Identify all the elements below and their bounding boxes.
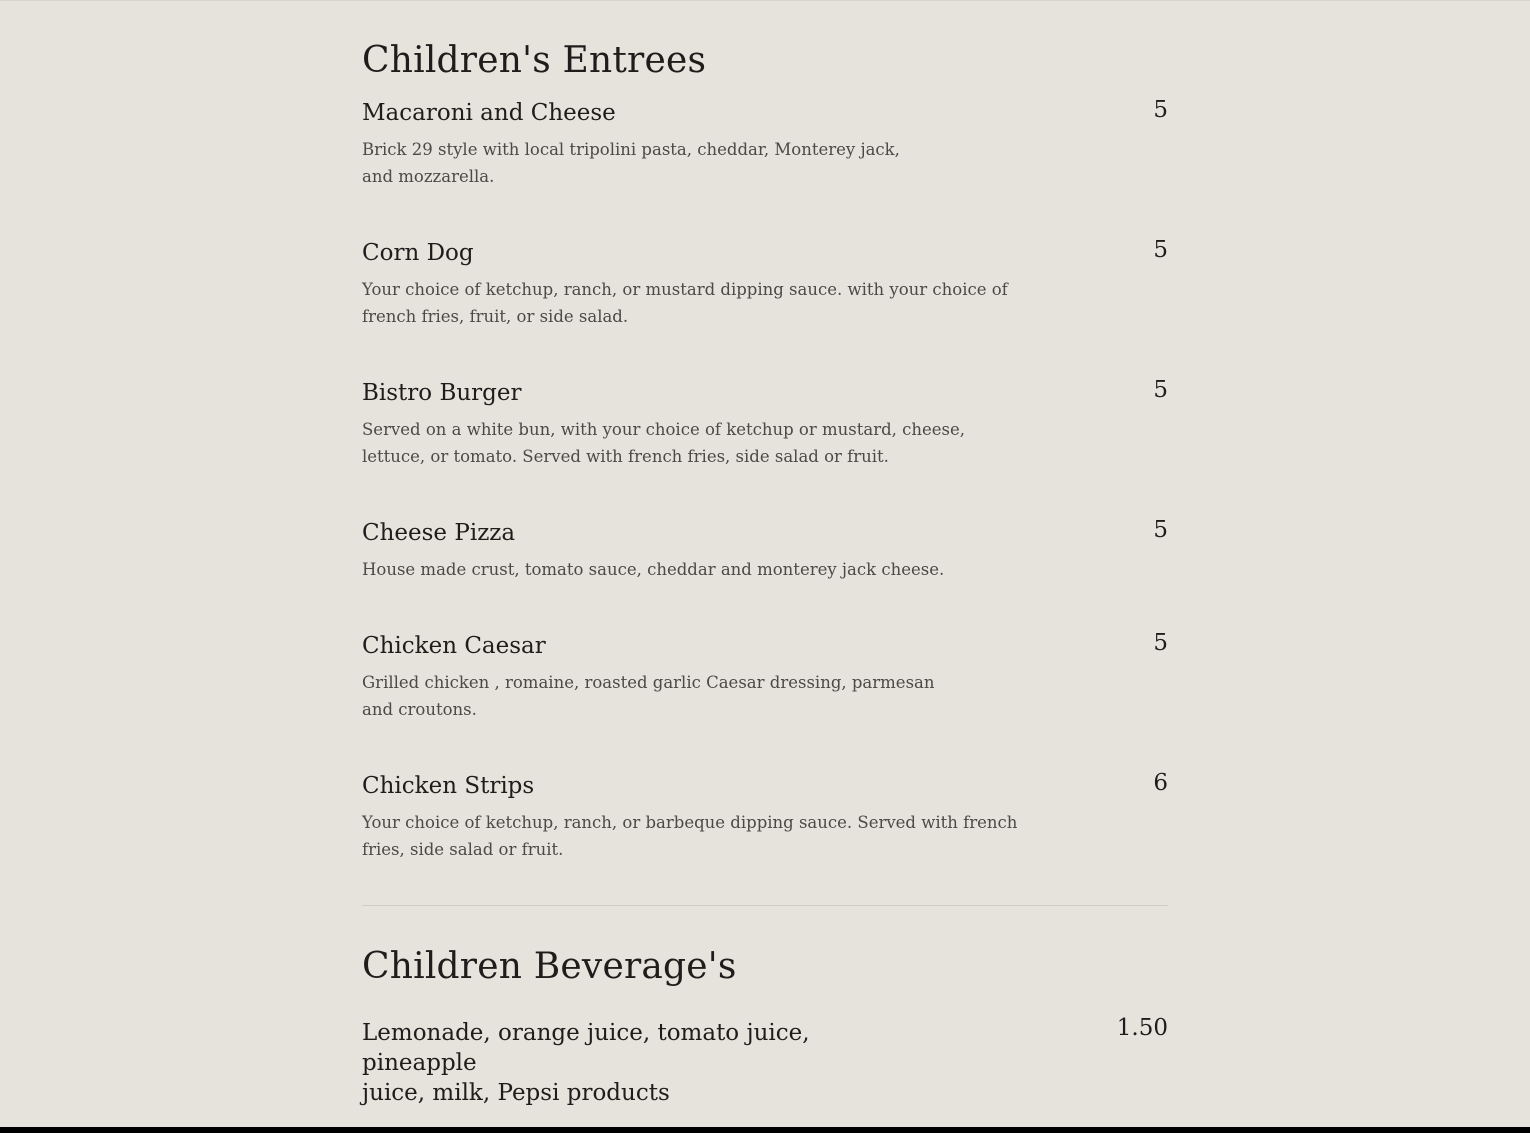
item-price: 5: [1153, 97, 1168, 123]
menu-item-cheese-pizza: [362, 518, 1168, 631]
section-title-entrees: Children's Entrees: [362, 40, 707, 81]
menu-item-chicken-caesar: [362, 631, 1168, 771]
item-name: Chicken Strips: [362, 773, 535, 799]
children-beverages-section: [362, 944, 1168, 1108]
menu-item-macaroni-and-cheese: [362, 98, 1168, 238]
item-price: 6: [1153, 770, 1168, 796]
item-name: Corn Dog: [362, 240, 474, 266]
menu-item-corn-dog: [362, 238, 1168, 378]
item-name: Macaroni and Cheese: [362, 100, 616, 126]
bottom-bar: [0, 1127, 1530, 1133]
item-description: Your choice of ketchup, ranch, or barbeque dipping sauce. Served with french fries, side salad or fruit.: [362, 813, 1018, 859]
item-name: Chicken Caesar: [362, 633, 546, 659]
menu-item-beverages: [362, 1015, 1168, 1108]
item-name: Bistro Burger: [362, 380, 522, 406]
childrens-entrees-section: [362, 38, 1168, 905]
item-description: House made crust, tomato sauce, cheddar and monterey jack cheese.: [362, 560, 945, 579]
item-description: Your choice of ketchup, ranch, or mustard dipping sauce. with your choice of french fries, fruit, or side salad.: [362, 280, 1008, 326]
menu-item-chicken-strips: [362, 771, 1168, 905]
item-price: 5: [1153, 377, 1168, 403]
item-price: 5: [1153, 630, 1168, 656]
item-name: Cheese Pizza: [362, 520, 516, 546]
item-description: Grilled chicken , romaine, roasted garlic Caesar dressing, parmesan and croutons.: [362, 673, 935, 719]
item-description: Brick 29 style with local tripolini pasta, cheddar, Monterey jack, and mozzarella.: [362, 140, 900, 186]
menu-content: [362, 38, 1168, 1108]
section-title-beverages: Children Beverage's: [362, 946, 737, 987]
menu-item-bistro-burger: [362, 378, 1168, 518]
item-price: 5: [1153, 517, 1168, 543]
entree-list: [362, 98, 1168, 905]
section-divider: [362, 905, 1168, 906]
item-price: 1.50: [1116, 1015, 1168, 1041]
top-border: [0, 0, 1530, 1]
item-name: Lemonade, orange juice, tomato juice, pineapple juice, milk, Pepsi products: [362, 1020, 810, 1106]
item-price: 5: [1153, 237, 1168, 263]
item-description: Served on a white bun, with your choice of ketchup or mustard, cheese, lettuce, or tomato. Served with french fries, side salad or fruit.: [362, 420, 966, 466]
